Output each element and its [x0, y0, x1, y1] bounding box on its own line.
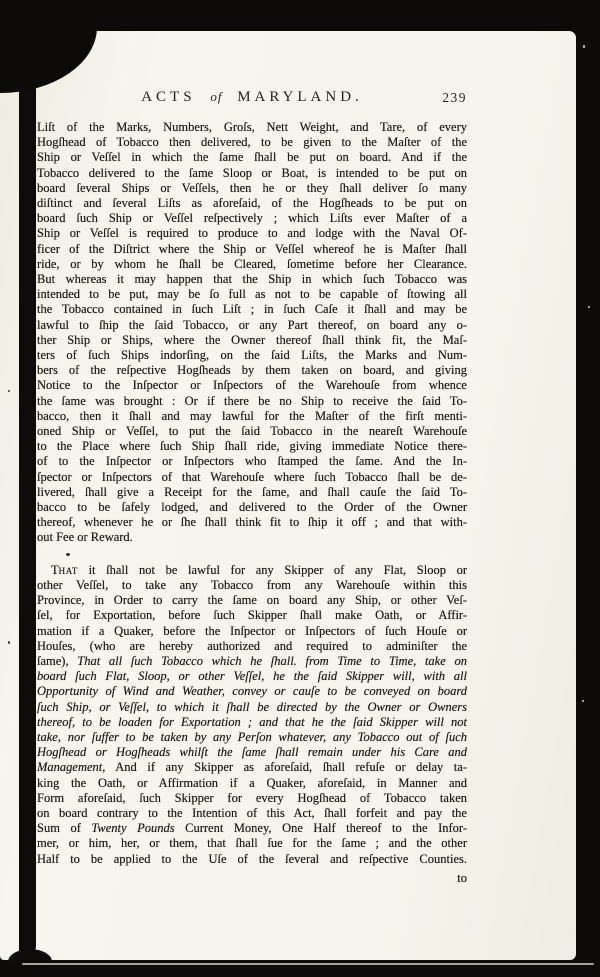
text-segment: on board contrary to the Intention of this Act, ſhall forfeit and pay the [37, 805, 467, 820]
text-line [37, 700, 467, 715]
text-line [37, 150, 467, 165]
text-segment: intended to be put, may be ſo full as not to be capable of ſtowing all [37, 287, 467, 302]
text-segment: thereof, to be loaden for Exportation ; and that he the ſaid Skipper will not [37, 714, 467, 729]
text-segment: livered, ſhall give a Receipt for the ſame, and ſhall cauſe the ſaid To- [37, 484, 467, 499]
page-bottom-edge [22, 963, 594, 965]
text-line [37, 439, 467, 454]
text-segment: ters of ſuch Ships indorſing, on the ſaid Liſts, the Marks and Num- [37, 348, 467, 363]
text-line [37, 836, 467, 851]
text-segment: Hogſhead or Hogſheads whilſt the ſame ſhall remain under his Care and [37, 745, 467, 760]
text-segment: take, nor ſuffer to be taken by any Perſon whatever, any Tobacco out of ſuch [37, 729, 467, 744]
ink-speck [8, 390, 10, 392]
text-line [37, 409, 467, 424]
catchword: to [457, 870, 467, 885]
text-line [37, 578, 467, 593]
text-line [37, 791, 467, 806]
header-title [37, 89, 467, 106]
text-line [37, 639, 467, 654]
text-line [37, 318, 467, 333]
page-number: 239 [442, 90, 467, 105]
text-segment: Liſt of the Marks, Numbers, Groſs, Nett Weight, and Tare, of every [37, 120, 467, 134]
text-line [37, 515, 467, 530]
text-segment: Ship or Veſſel in which the ſame ſhall be put on board. And if the [37, 150, 467, 165]
text-segment: the Tobacco contained in ſuch Liſt ; in ſuch Caſe it ſhall and may be [37, 302, 467, 317]
text-line [37, 272, 467, 287]
header-title-maryland: MARYLAND. [237, 89, 363, 105]
binding-gutter-shadow [19, 29, 36, 962]
text-segment: Twenty Pounds [91, 821, 175, 836]
text-line [37, 226, 467, 241]
text-segment: Sum of [37, 821, 92, 836]
text-segment: ſel, for Exportation, before ſuch Skipper ſhall make Oath, or Affir- [37, 608, 467, 623]
text-segment: ſuch Ship, or Veſſel, to which it ſhall be directed by the Owner or Owners [37, 699, 467, 714]
text-line [37, 669, 467, 684]
text-segment: it ſhall not be lawful for any Skipper of any Flat, Sloop or [77, 562, 467, 577]
text-segment: That all ſuch Tobacco which he ſhall. from Time to Time, take on [77, 653, 467, 668]
paragraph [37, 563, 467, 867]
text-line [37, 470, 467, 485]
text-segment: bacco, then it ſhall and may lawful for the Maſter of the firſt menti- [37, 408, 467, 423]
text-line [37, 563, 467, 578]
binding-gutter-foot [8, 949, 52, 963]
text-line [37, 500, 467, 515]
text-line [37, 378, 467, 393]
text-line [37, 394, 467, 409]
text-line [37, 166, 467, 181]
text-line [37, 806, 467, 821]
text-line [37, 424, 467, 439]
text-segment: Form aforeſaid, ſuch Skipper for every Hogſhead of Tobacco taken [37, 790, 467, 805]
text-segment: board ſuch Flat, Sloop, or other Veſſel, he the ſaid Skipper will, with all [37, 669, 467, 684]
text-line [37, 211, 467, 226]
text-line [37, 776, 467, 791]
text-segment: board ſuch Ship or Veſſel reſpectively ; which Liſts ever Maſter of a [37, 211, 467, 226]
text-segment: mation if a Quaker, before the Inſpector or Inſpectors of ſuch Houſe or [37, 623, 467, 638]
text-line [37, 333, 467, 348]
text-segment: Hogſhead of Tobacco then delivered, to be given to the Maſter of the [37, 135, 467, 150]
text-segment: Current Money, One Half thereof to the Infor- [174, 821, 467, 836]
text-segment: oned Ship or Veſſel, to put the ſaid Tobacco in the neareſt Warehouſe [37, 424, 467, 439]
text-line [37, 624, 467, 639]
text-segment: bacco to be ſafely lodged, and delivered to the Order of the Owner [37, 500, 467, 515]
scan-dust-speck [583, 45, 585, 48]
text-body [37, 120, 467, 886]
text-segment: Management, [37, 760, 106, 775]
text-segment: Tobacco delivered to the ſame Sloop or Boat, is intended to be put on [37, 165, 467, 180]
text-segment: mer, or him, her, or them, that ſhall ſue for the ſame ; and the other [37, 836, 467, 851]
text-segment: And if any Skipper as aforeſaid, ſhall refuſe or delay ta- [105, 760, 467, 775]
header-title-of: of [210, 89, 223, 104]
ink-speck [8, 641, 10, 644]
text-line [37, 257, 467, 272]
text-line [37, 730, 467, 745]
text-line [37, 120, 467, 135]
text-segment: thereof, whenever he or ſhe ſhall think fit to ſhip it off ; and that with- [37, 515, 467, 530]
text-segment: ficer of the Diſtrict where the Ship or Veſſel whereof he is Maſter ſhall [37, 241, 467, 256]
text-segment: Notice to the Inſpector or Inſpectors of the Warehouſe from whence [37, 378, 467, 393]
text-segment: T [51, 562, 59, 577]
ink-speck [66, 553, 70, 556]
scanned-page [0, 31, 576, 960]
scan-dust-speck [582, 700, 584, 702]
text-segment: Houſes, (who are hereby authorized and required to adminiſter the [37, 638, 467, 653]
text-line [37, 530, 467, 545]
text-segment: ther Ship or Ships, where the Owner thereof ſhall think fit, the Maſ- [37, 332, 467, 347]
text-line [37, 242, 467, 257]
text-segment: But whereas it may happen that the Ship in which ſuch Tobacco was [37, 272, 467, 287]
text-segment: ride, or by whom he ſhall be Cleared, ſometime before her Clearance. [37, 256, 467, 271]
text-line [37, 135, 467, 150]
text-line [37, 852, 467, 867]
text-line [37, 348, 467, 363]
text-line [37, 745, 467, 760]
text-segment: out Fee or Reward. [37, 530, 133, 545]
text-line [37, 454, 467, 469]
header-title-acts: ACTS [141, 89, 196, 105]
text-line [37, 181, 467, 196]
text-line [37, 593, 467, 608]
text-segment: ſpector or Inſpectors of that Warehouſe where ſuch Tobacco ſhall be de- [37, 469, 467, 484]
paragraph [37, 120, 467, 546]
text-line [37, 760, 467, 775]
text-line [37, 608, 467, 623]
text-segment: hat [58, 562, 78, 577]
text-segment: Province, in Order to carry the ſame on board any Ship, or other Veſ- [37, 593, 467, 608]
text-segment: to the Place where ſuch Ship ſhall ride, giving immediate Notice there- [37, 439, 467, 454]
text-line [37, 715, 467, 730]
text-line [37, 654, 467, 669]
text-segment: king the Oath, or Affirmation if a Quaker, aforeſaid, in Manner and [37, 775, 467, 790]
text-segment: diſtinct and ſeveral Liſts as aforeſaid, of the Hogſheads to be put on [37, 196, 467, 211]
text-line [37, 684, 467, 699]
running-header [37, 89, 467, 109]
text-line [37, 363, 467, 378]
text-line [37, 485, 467, 500]
text-line [37, 302, 467, 317]
text-segment: other Veſſel, to take any Tobacco from any Warehouſe within this [37, 577, 467, 592]
text-line [37, 287, 467, 302]
text-segment: Opportunity of Wind and Weather, convey or cauſe to be conveyed on board [37, 684, 467, 699]
text-segment: the ſame was brought : Or if there be no Ship to receive the ſaid To- [37, 393, 467, 408]
text-line [37, 196, 467, 211]
text-segment: bers of the reſpective Hogſheads by them taken on board, and giving [37, 363, 467, 378]
text-segment: Half to be applied to the Uſe of the ſeveral and reſpective Counties. [37, 851, 467, 866]
text-segment: Ship or Veſſel is required to produce to and lodge with the Naval Of- [37, 226, 467, 241]
text-segment: ſame), [37, 653, 78, 668]
text-segment: of to the Inſpector or Inſpectors who ſtamped the ſame. And the In- [37, 454, 467, 469]
scan-dust-speck [588, 306, 590, 308]
text-segment: lawful to ſhip the ſaid Tobacco, or any Part thereof, on board any o- [37, 317, 467, 332]
text-segment: board ſeveral Ships or Veſſels, then he or they ſhall deliver ſo many [37, 180, 467, 195]
text-line [37, 821, 467, 836]
